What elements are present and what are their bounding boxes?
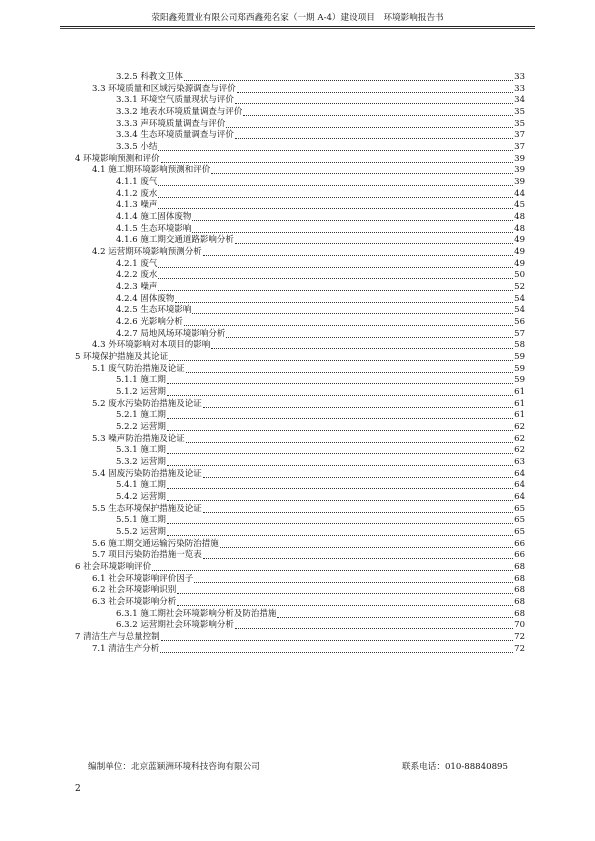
toc-entry-page: 68 bbox=[514, 573, 525, 584]
toc-entry-title: 5.7 项目污染防治措施一览表 bbox=[92, 550, 202, 561]
toc-entry[interactable] bbox=[0, 199, 525, 211]
toc-leader-dots bbox=[192, 232, 513, 233]
toc-leader-dots bbox=[167, 453, 513, 454]
toc-entry-page: 37 bbox=[514, 130, 525, 141]
toc-leader-dots bbox=[158, 278, 513, 279]
toc-leader-dots bbox=[158, 267, 513, 268]
toc-entry-title: 4.2 运营期环境影响预测分析 bbox=[92, 247, 202, 258]
toc-entry[interactable] bbox=[0, 153, 525, 165]
toc-entry[interactable] bbox=[0, 269, 525, 281]
toc-entry[interactable] bbox=[0, 491, 525, 503]
toc-leader-dots bbox=[167, 523, 513, 524]
toc-entry-title: 5.1 废气防治措施及论证 bbox=[92, 363, 185, 374]
toc-entry[interactable] bbox=[0, 258, 525, 270]
toc-entry-page: 33 bbox=[514, 72, 525, 82]
toc-leader-dots bbox=[177, 605, 513, 606]
toc-entry-page: 68 bbox=[514, 608, 525, 619]
toc-entry-page: 61 bbox=[514, 398, 525, 409]
toc-entry[interactable] bbox=[0, 479, 525, 491]
toc-entry-page: 68 bbox=[514, 562, 525, 573]
toc-entry-page: 68 bbox=[514, 585, 525, 596]
toc-entry[interactable] bbox=[0, 608, 525, 620]
toc-entry[interactable] bbox=[0, 106, 525, 118]
toc-entry-page: 49 bbox=[514, 247, 525, 258]
toc-entry[interactable] bbox=[0, 223, 525, 235]
toc-entry-title: 5.2.2 运营期 bbox=[116, 422, 166, 433]
footer-phone: 联系电话：010-88840895 bbox=[401, 762, 508, 772]
toc-entry-page: 57 bbox=[514, 328, 525, 339]
toc-entry[interactable] bbox=[0, 328, 525, 340]
toc-entry-title: 5.3.2 运营期 bbox=[116, 457, 166, 468]
toc-entry[interactable] bbox=[0, 246, 525, 258]
toc-entry-title: 4.2.1 废气 bbox=[116, 258, 158, 269]
toc-entry[interactable] bbox=[0, 386, 525, 398]
toc-entry-page: 62 bbox=[514, 433, 525, 444]
toc-leader-dots bbox=[226, 337, 513, 338]
toc-entry-page: 59 bbox=[514, 352, 525, 363]
toc-entry-title: 5 环境保护措施及其论证 bbox=[75, 352, 169, 363]
toc-entry[interactable] bbox=[0, 363, 525, 375]
toc-entry-page: 37 bbox=[514, 142, 525, 153]
toc-entry-title: 5.2 废水污染防治措施及论证 bbox=[92, 398, 202, 409]
toc-entry[interactable] bbox=[0, 234, 525, 246]
toc-leader-dots bbox=[194, 582, 513, 583]
toc-entry-page: 65 bbox=[514, 515, 525, 526]
toc-entry-title: 7 清洁生产与总量控制 bbox=[75, 632, 160, 643]
toc-entry[interactable] bbox=[0, 421, 525, 433]
toc-entry-title: 5.1.2 运营期 bbox=[116, 387, 166, 398]
toc-entry-page: 54 bbox=[514, 293, 525, 304]
toc-entry-title: 3.3.4 生态环境质量调查与评价 bbox=[116, 130, 234, 141]
toc-entry-page: 72 bbox=[514, 643, 525, 654]
toc-entry-title: 5.4.2 运营期 bbox=[116, 492, 166, 503]
toc-entry[interactable] bbox=[0, 433, 525, 445]
toc-entry-page: 44 bbox=[514, 188, 525, 199]
toc-leader-dots bbox=[192, 313, 513, 314]
toc-leader-dots bbox=[235, 138, 513, 139]
toc-entry[interactable] bbox=[0, 304, 525, 316]
toc-entry-page: 62 bbox=[514, 422, 525, 433]
toc-entry[interactable] bbox=[0, 339, 525, 351]
toc-entry[interactable] bbox=[0, 561, 525, 573]
header-divider bbox=[60, 26, 535, 27]
toc-leader-dots bbox=[158, 185, 513, 186]
toc-entry[interactable] bbox=[0, 176, 525, 188]
toc-entry-page: 56 bbox=[514, 317, 525, 328]
toc-entry[interactable] bbox=[0, 526, 525, 538]
toc-entry-title: 5.1.1 施工期 bbox=[116, 375, 166, 386]
toc-leader-dots bbox=[226, 127, 513, 128]
toc-entry-title: 4 环境影响预测和评价 bbox=[75, 153, 160, 164]
toc-entry-page: 39 bbox=[514, 165, 525, 176]
toc-entry[interactable] bbox=[0, 164, 525, 176]
toc-entry-title: 5.5 生态环境保护措施及论证 bbox=[92, 503, 202, 514]
toc-entry-page: 62 bbox=[514, 445, 525, 456]
toc-leader-dots bbox=[167, 488, 513, 489]
toc-entry[interactable] bbox=[0, 83, 525, 95]
toc-entry-page: 65 bbox=[514, 527, 525, 538]
toc-entry[interactable] bbox=[0, 409, 525, 421]
toc-entry[interactable] bbox=[0, 188, 525, 200]
toc-entry[interactable] bbox=[0, 444, 525, 456]
toc-entry-title: 3.3.1 环境空气质量现状与评价 bbox=[116, 95, 234, 106]
toc-leader-dots bbox=[167, 430, 513, 431]
toc-entry-page: 66 bbox=[514, 550, 525, 561]
toc-entry-title: 5.5.2 运营期 bbox=[116, 527, 166, 538]
toc-entry-title: 5.5.1 施工期 bbox=[116, 515, 166, 526]
toc-leader-dots bbox=[158, 208, 513, 209]
header-divider-thin bbox=[60, 28, 535, 29]
toc-entry-title: 4.3 外环境影响对本项目的影响 bbox=[92, 340, 211, 351]
toc-entry-page: 61 bbox=[514, 387, 525, 398]
toc-entry-page: 54 bbox=[514, 305, 525, 316]
footer-compiler: 编制单位：北京蓝颖洲环境科技咨询有限公司 bbox=[88, 762, 260, 772]
toc-entry[interactable] bbox=[0, 293, 525, 305]
page-number: 2 bbox=[75, 784, 81, 794]
toc-leader-dots bbox=[186, 372, 513, 373]
toc-entry-page: 65 bbox=[514, 503, 525, 514]
toc-entry-title: 4.2.7 局地风场环境影响分析 bbox=[116, 328, 226, 339]
toc-leader-dots bbox=[237, 92, 513, 93]
toc-entry[interactable] bbox=[0, 584, 525, 596]
toc-entry-page: 64 bbox=[514, 480, 525, 491]
toc-entry-title: 6.3 社会环境影响分析 bbox=[92, 597, 177, 608]
toc-leader-dots bbox=[158, 197, 513, 198]
toc-leader-dots bbox=[235, 243, 513, 244]
toc-entry-page: 64 bbox=[514, 492, 525, 503]
toc-entry[interactable] bbox=[0, 503, 525, 515]
toc-entry-title: 3.3.2 地表水环境质量调查与评价 bbox=[116, 107, 243, 117]
toc-leader-dots bbox=[167, 383, 513, 384]
toc-entry-title: 3.2.5 科教文卫体 bbox=[116, 72, 183, 82]
toc-leader-dots bbox=[235, 103, 513, 104]
toc-leader-dots bbox=[158, 150, 513, 151]
toc-entry-page: 39 bbox=[514, 153, 525, 164]
toc-leader-dots bbox=[186, 442, 513, 443]
page-footer bbox=[88, 760, 508, 772]
toc-entry-title: 4.1.1 废气 bbox=[116, 177, 158, 188]
toc-entry-page: 48 bbox=[514, 212, 525, 223]
toc-entry-title: 4.1.3 噪声 bbox=[116, 200, 158, 211]
toc-entry-page: 50 bbox=[514, 270, 525, 281]
toc-entry[interactable] bbox=[0, 129, 525, 141]
toc-entry-page: 49 bbox=[514, 258, 525, 269]
toc-entry-title: 6.3.1 施工期社会环境影响分析及防治措施 bbox=[116, 608, 277, 619]
toc-entry[interactable] bbox=[0, 118, 525, 130]
toc-entry[interactable] bbox=[0, 573, 525, 585]
toc-leader-dots bbox=[203, 558, 513, 559]
toc-entry[interactable] bbox=[0, 141, 525, 153]
toc-entry-page: 72 bbox=[514, 632, 525, 643]
toc-entry-title: 4.1 施工期环境影响预测和评价 bbox=[92, 165, 211, 176]
toc-leader-dots bbox=[169, 360, 513, 361]
toc-entry-page: 49 bbox=[514, 235, 525, 246]
toc-leader-dots bbox=[192, 220, 513, 221]
toc-entry-title: 4.1.6 施工期交通道路影响分析 bbox=[116, 235, 234, 246]
toc-entry-page: 45 bbox=[514, 200, 525, 211]
toc-leader-dots bbox=[177, 593, 513, 594]
toc-entry-title: 3.3 环境质量和区域污染源调查与评价 bbox=[92, 83, 236, 94]
toc-entry[interactable] bbox=[0, 374, 525, 386]
toc-leader-dots bbox=[175, 302, 513, 303]
toc-leader-dots bbox=[158, 290, 513, 291]
toc-entry-title: 4.1.2 废水 bbox=[116, 188, 158, 199]
toc-entry-page: 59 bbox=[514, 363, 525, 374]
toc-entry[interactable] bbox=[0, 514, 525, 526]
toc-entry[interactable] bbox=[0, 351, 525, 363]
toc-leader-dots bbox=[203, 255, 513, 256]
toc-leader-dots bbox=[220, 547, 513, 548]
toc-entry-page: 52 bbox=[514, 282, 525, 293]
toc-entry[interactable] bbox=[0, 281, 525, 293]
toc-leader-dots bbox=[211, 348, 513, 349]
toc-entry-page: 58 bbox=[514, 340, 525, 351]
toc-entry-page: 66 bbox=[514, 538, 525, 549]
toc-leader-dots bbox=[167, 465, 513, 466]
toc-entry-title: 4.2.2 废水 bbox=[116, 270, 158, 281]
toc-entry-page: 35 bbox=[514, 107, 525, 117]
toc-entry-page: 39 bbox=[514, 177, 525, 188]
toc-entry-title: 4.2.3 噪声 bbox=[116, 282, 158, 293]
toc-leader-dots bbox=[203, 512, 513, 513]
toc-leader-dots bbox=[167, 418, 513, 419]
toc-entry-title: 6.3.2 运营期社会环境影响分析 bbox=[116, 620, 234, 631]
toc-entry[interactable] bbox=[0, 71, 525, 83]
toc-leader-dots bbox=[161, 162, 514, 163]
toc-entry-page: 35 bbox=[514, 118, 525, 129]
toc-leader-dots bbox=[203, 477, 513, 478]
toc-leader-dots bbox=[235, 628, 513, 629]
toc-entry-title: 5.3.1 施工期 bbox=[116, 445, 166, 456]
toc-leader-dots bbox=[184, 80, 513, 81]
toc-entry[interactable] bbox=[0, 549, 525, 561]
toc-entry[interactable] bbox=[0, 596, 525, 608]
toc-leader-dots bbox=[184, 325, 513, 326]
toc-entry-title: 5.2.1 施工期 bbox=[116, 410, 166, 421]
toc-entry-title: 6 社会环境影响评价 bbox=[75, 562, 152, 573]
toc-entry[interactable] bbox=[0, 643, 525, 655]
toc-leader-dots bbox=[211, 173, 513, 174]
toc-entry-title: 7.1 清洁生产分析 bbox=[92, 643, 160, 654]
toc-entry-page: 64 bbox=[514, 468, 525, 479]
toc-leader-dots bbox=[277, 617, 513, 618]
toc-entry-page: 70 bbox=[514, 620, 525, 631]
toc-entry-title: 5.3 噪声防治措施及论证 bbox=[92, 433, 185, 444]
toc-leader-dots bbox=[167, 500, 513, 501]
toc-entry-title: 4.2.5 生态环境影响 bbox=[116, 305, 192, 316]
toc-leader-dots bbox=[167, 395, 513, 396]
toc-entry-title: 4.2.4 固体废物 bbox=[116, 293, 175, 304]
toc-entry-title: 6.1 社会环境影响评价因子 bbox=[92, 573, 194, 584]
toc-entry-title: 3.3.3 声环境质量调查与评价 bbox=[116, 118, 226, 129]
toc-entry[interactable] bbox=[0, 468, 525, 480]
toc-entry-page: 59 bbox=[514, 375, 525, 386]
toc-entry[interactable] bbox=[0, 398, 525, 410]
toc-entry-title: 6.2 社会环境影响识别 bbox=[92, 585, 177, 596]
toc-entry[interactable] bbox=[0, 619, 525, 631]
toc-entry[interactable] bbox=[0, 456, 525, 468]
toc-entry-page: 34 bbox=[514, 95, 525, 106]
toc-entry[interactable] bbox=[0, 316, 525, 328]
toc-entry-title: 3.3.5 小结 bbox=[116, 142, 158, 153]
toc-entry-title: 5.6 施工期交通运输污染防治措施 bbox=[92, 538, 219, 549]
page-header-title: 荥阳鑫苑置业有限公司郑西鑫苑名家（一期 A-4）建设项目 环境影响报告书 bbox=[151, 13, 444, 23]
toc-entry-page: 61 bbox=[514, 410, 525, 421]
toc-entry-page: 68 bbox=[514, 597, 525, 608]
toc-entry-title: 4.1.4 施工固体废物 bbox=[116, 212, 192, 223]
toc-entry-title: 4.1.5 生态环境影响 bbox=[116, 223, 192, 234]
toc-leader-dots bbox=[160, 652, 513, 653]
toc-entry[interactable] bbox=[0, 94, 525, 106]
toc-leader-dots bbox=[243, 115, 513, 116]
toc-entry-title: 4.2.6 光影响分析 bbox=[116, 317, 183, 328]
toc-leader-dots bbox=[167, 535, 513, 536]
toc-entry-title: 5.4 固废污染防治措施及论证 bbox=[92, 468, 202, 479]
toc-entry-page: 48 bbox=[514, 223, 525, 234]
toc-leader-dots bbox=[203, 407, 513, 408]
toc-entry[interactable] bbox=[0, 631, 525, 643]
toc-leader-dots bbox=[152, 570, 513, 571]
toc-entry[interactable] bbox=[0, 211, 525, 223]
toc-entry-title: 5.4.1 施工期 bbox=[116, 480, 166, 491]
toc-entry-page: 33 bbox=[514, 83, 525, 94]
toc-entry[interactable] bbox=[0, 538, 525, 550]
toc-entry-page: 63 bbox=[514, 457, 525, 468]
toc-leader-dots bbox=[161, 640, 514, 641]
